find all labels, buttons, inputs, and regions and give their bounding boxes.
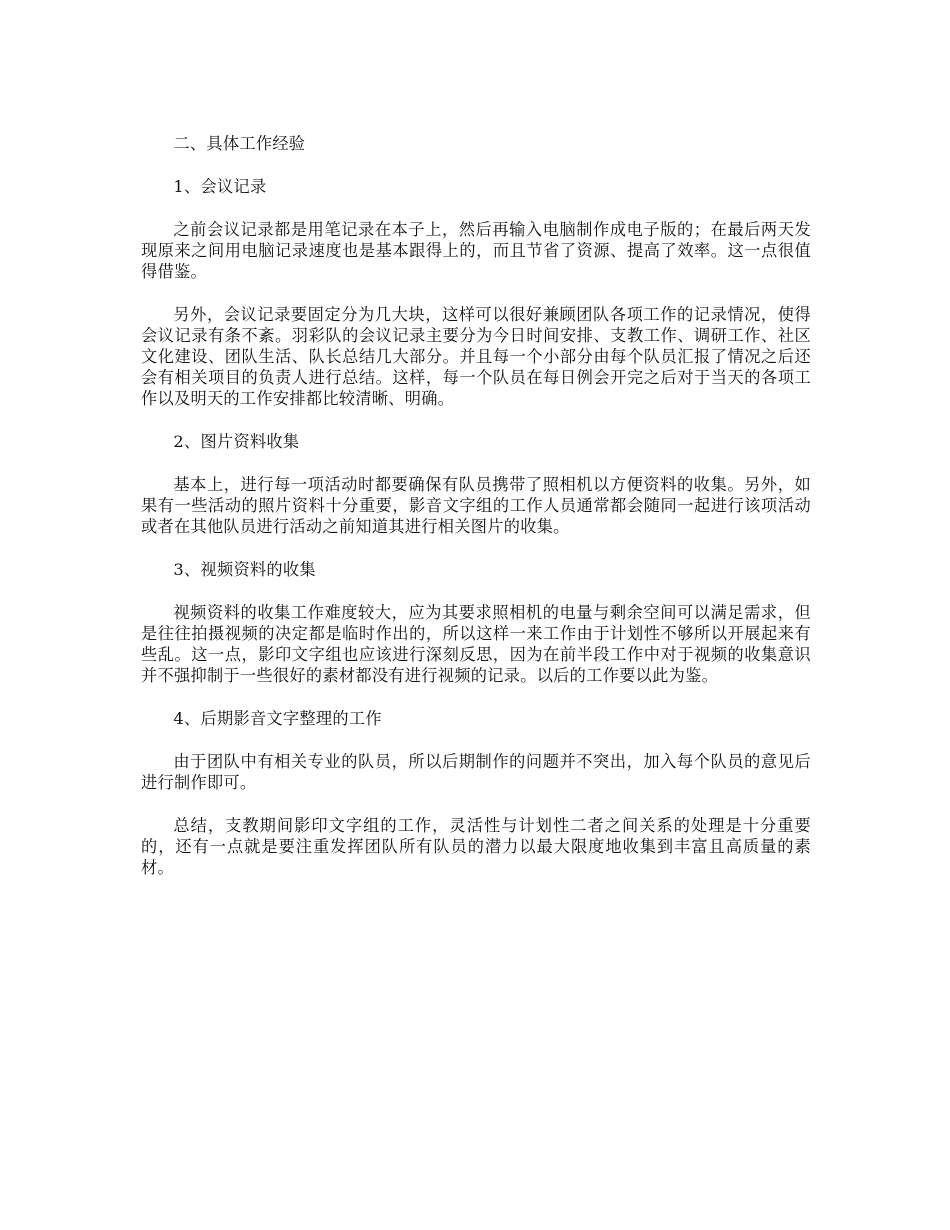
subheading-post-production: 4、后期影音文字整理的工作 — [173, 709, 382, 728]
paragraph-meeting-records-1: 之前会议记录都是用笔记录在本子上，然后再输入电脑制作成电子版的；在最后两天发现原来之间用电脑记录速度也是基本跟得上的，而且节省了资源、提高了效率。这一点很值得借鉴。 — [141, 220, 811, 281]
paragraph-summary: 总结，支教期间影印文字组的工作，灵活性与计划性二者之间关系的处理是十分重要的，还有一点就是要注重发挥团队所有队员的潜力以最大限度地收集到丰富且高质量的素材。 — [141, 816, 811, 877]
subheading-meeting-records: 1、会议记录 — [173, 177, 267, 196]
subheading-photo-collection: 2、图片资料收集 — [173, 432, 300, 451]
section-heading: 二、具体工作经验 — [173, 134, 306, 153]
paragraph-post-production: 由于团队中有相关专业的队员，所以后期制作的问题并不突出，加入每个队员的意见后进行制作即可。 — [141, 752, 811, 792]
paragraph-photo-collection: 基本上，进行每一项活动时都要确保有队员携带了照相机以方便资料的收集。另外，如果有一些活动的照片资料十分重要，影音文字组的工作人员通常都会随同一起进行该项活动或者在其他队员进行活动之前知道其进行相关图片的收集。 — [141, 475, 811, 536]
subheading-video-collection: 3、视频资料的收集 — [173, 560, 316, 579]
document-page — [141, 133, 811, 878]
paragraph-video-collection: 视频资料的收集工作难度较大，应为其要求照相机的电量与剩余空间可以满足需求，但是往往拍摄视频的决定都是临时作出的，所以这样一来工作由于计划性不够所以开展起来有些乱。这一点，影印文字组也应该进行深刻反思，因为在前半段工作中对于视频的收集意识并不强抑制于一些很好的素材都没有进行视频的记录。以后的工作要以此为鉴。 — [141, 603, 811, 685]
paragraph-meeting-records-2: 另外，会议记录要固定分为几大块，这样可以很好兼顾团队各项工作的记录情况，使得会议记录有条不紊。羽彩队的会议记录主要分为今日时间安排、支教工作、调研工作、社区文化建设、团队生活、队长总结几大部分。并且每一个小部分由每个队员汇报了情况之后还会有相关项目的负责人进行总结。这样，每一个队员在每日例会开完之后对于当天的各项工作以及明天的工作安排都比较清晰、明确。 — [141, 305, 811, 408]
